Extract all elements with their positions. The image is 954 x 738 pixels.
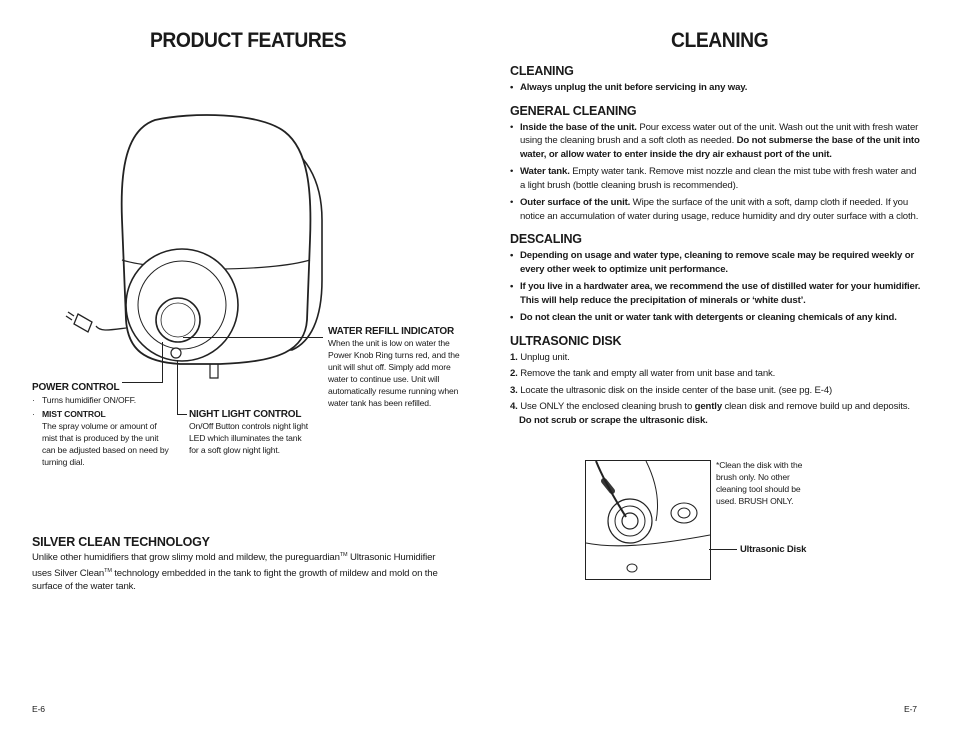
ultrasonic-disk-figure [585,460,711,580]
night-light-title: NIGHT LIGHT CONTROL [189,409,302,420]
cleaning-bullet: • Always unplug the unit before servicing in any way. [510,81,922,95]
ultrasonic-steps [510,351,922,428]
list-item: • Inside the base of the unit. Pour excess water out of the unit. Wash out the unit with fresh water using the cleaning brush and a soft cloth as needed. Do not submerse the base of the unit into water, or allow water to enter inside the dry air exhaust port of the unit. [510,121,922,162]
descaling-list [510,249,922,325]
right-page-number: E-7 [904,704,917,714]
cleaning-content [510,64,922,430]
water-refill-title: WATER REFILL INDICATOR [328,326,454,337]
cleaning-heading: CLEANING [510,64,574,78]
power-control-callout [32,382,172,468]
water-refill-text: When the unit is low on water the Power Knob Ring turns red, and the unit will shut off. Simply add more water to continue use. Unit will automatically resume running when water tank has been refilled. [328,338,460,408]
ultrasonic-disk-label: Ultrasonic Disk [740,544,807,555]
descaling-heading: DESCALING [510,232,582,246]
list-item: 1. Unplug unit. [510,351,570,363]
list-item: • If you live in a hardwater area, we recommend the use of distilled water for your humidifier. This will help reduce the precipitation of minerals or ‘white dust’. [510,280,922,307]
mist-control-title: MIST CONTROL [42,409,106,419]
general-cleaning-heading: GENERAL CLEANING [510,103,637,118]
night-light-text: On/Off Button controls night light LED which illuminates the tank for a soft glow night light. [189,421,308,455]
list-item: • Do not clean the unit or water tank with detergents or cleaning chemicals of any kind. [510,311,922,325]
power-control-item: · Turns humidifier ON/OFF. [32,395,136,405]
left-page-title: PRODUCT FEATURES [150,29,347,52]
general-cleaning-list [510,121,922,224]
list-item: • Water tank. Empty water tank. Remove mist nozzle and clean the mist tube with fresh water and a light brush (bottle cleaning brush is recommended). [510,165,922,192]
list-item: 4. Use ONLY the enclosed cleaning brush to gently clean disk and remove build up and deposits. Do not scrub or scrape the ultrasonic disk. [510,401,910,426]
list-item: • Outer surface of the unit. Wipe the surface of the unit with a soft, damp cloth if needed. If you notice an accumulation of water during usage, reduce humidity and dry outer surface with a cloth. [510,196,922,223]
list-item: 2. Remove the tank and empty all water from unit base and tank. [510,368,776,379]
power-control-title: POWER CONTROL [32,382,120,393]
mist-control-item: · MIST CONTROL The spray volume or amount of mist that is produced by the unit can be adjusted based on need by turning dial. [32,409,169,467]
humidifier-illustration [60,110,360,400]
left-page-number: E-6 [32,704,45,714]
list-item: • Depending on usage and water type, cleaning to remove scale may be required weekly or every other week to optimize unit performance. [510,249,922,276]
ultrasonic-disk-drawing [586,461,710,579]
ultrasonic-disk-heading: ULTRASONIC DISK [510,333,622,348]
list-item: 3. Locate the ultrasonic disk on the inside center of the base unit. (see pg. E-4) [510,384,833,396]
silver-clean-section [32,535,452,594]
water-refill-callout [328,326,463,409]
mist-control-text: The spray volume or amount of mist that is produced by the unit can be adjusted based on need by turning dial. [42,421,169,467]
right-page-title: CLEANING [671,29,769,52]
silver-clean-heading: SILVER CLEAN TECHNOLOGY [32,535,210,549]
figure-note: *Clean the disk with the brush only. No other cleaning tool should be used. BRUSH ONLY. [716,460,803,506]
silver-clean-text: Unlike other humidifiers that grow slimy mold and mildew, the pureguardian™ Ultrasonic Humidifier uses Silver Clean™ technology embedded in the tank to fight the growth of mildew and mold on the surface of the water tank. [32,552,438,593]
night-light-callout [189,409,309,456]
